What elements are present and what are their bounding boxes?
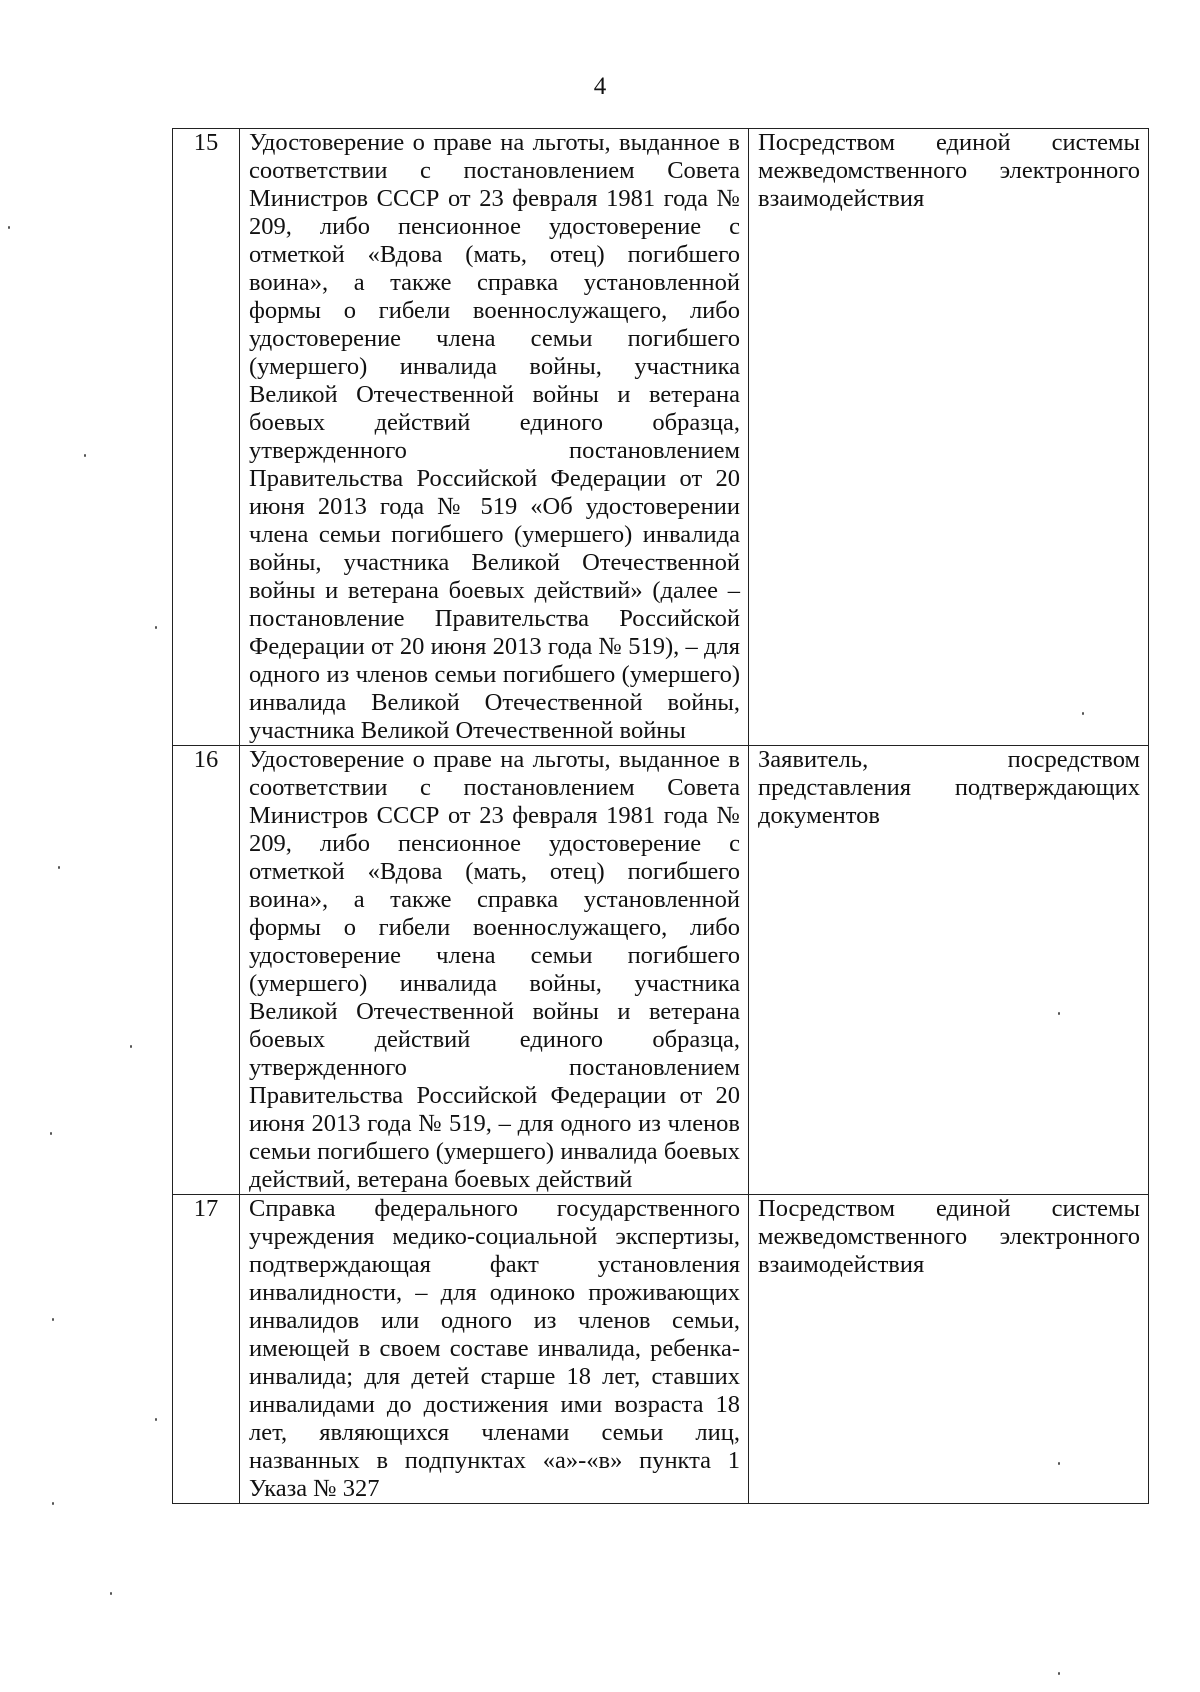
scan-speck [84,454,86,457]
document-text: Справка федерального государственного учреждения медико-социальной экспертизы, подтверждающая факт установления инвалидности, – для одиноко проживающих инвалидов или одного из членов семьи, имеющей в своем составе инвалида, ребенка-инвалида; для детей старше 18 лет, ставших инвалидами до достижения ими возраста 18 лет, являющихся членами семьи лиц, названных в подпунктах «а»-«в» пункта 1 Указа № 327 [249,1195,740,1502]
submission-method [749,746,1149,1195]
submission-method [749,1195,1149,1504]
scan-speck [1082,712,1084,715]
document-text: Удостоверение о праве на льготы, выданное в соответствии с постановлением Совета Министров СССР от 23 февраля 1981 года № 209, либо пенсионное удостоверение с отметкой «Вдова (мать, отец) погибшего воина», а также справка установленной формы о гибели военнослужащего, либо удостоверение члена семьи погибшего (умершего) инвалида войны, участника Великой Отечественной войны и ветерана боевых действий единого образца, утвержденного постановлением Правительства Российской Федерации от 20 июня 2013 года № 519, – для одного из членов семьи погибшего (умершего) инвалида боевых действий, ветерана боевых действий [249,746,740,1193]
page-number: 4 [593,73,607,100]
row-number: 15 [173,129,240,746]
scan-speck [155,1418,157,1421]
scan-speck [50,1132,52,1135]
submission-method [749,129,1149,746]
scan-speck [52,1502,54,1505]
method-text: Заявитель, посредством представления подтверждающих документов [758,746,1140,829]
table-row [173,129,1149,746]
scan-speck [1058,1672,1060,1675]
table-row [173,746,1149,1195]
scan-speck [130,1045,132,1048]
document-text: Удостоверение о праве на льготы, выданное в соответствии с постановлением Совета Министров СССР от 23 февраля 1981 года № 209, либо пенсионное удостоверение с отметкой «Вдова (мать, отец) погибшего воина», а также справка установленной формы о гибели военнослужащего, либо удостоверение члена семьи погибшего (умершего) инвалида войны, участника Великой Отечественной войны и ветерана боевых действий единого образца, утвержденного постановлением Правительства Российской Федерации от 20 июня 2013 года № 519 «Об удостоверении члена семьи погибшего (умершего) инвалида войны, участника Великой Отечественной войны и ветерана боевых действий» (далее – постановление Правительства Российской Федерации от 20 июня 2013 года № 519), – для одного из членов семьи погибшего (умершего) инвалида Великой Отечественной войны, участника Великой Отечественной войны [249,129,740,744]
row-number: 17 [173,1195,240,1504]
row-number: 16 [173,746,240,1195]
method-text: Посредством единой системы межведомственного электронного взаимодействия [758,129,1140,212]
document-description [240,129,749,746]
scan-speck [155,626,157,629]
scan-speck [1058,1462,1060,1465]
document-description [240,1195,749,1504]
scan-speck [110,1592,112,1595]
scan-speck [52,1318,54,1321]
table-row [173,1195,1149,1504]
document-description [240,746,749,1195]
documents-table [172,128,1149,1504]
scan-speck [58,866,60,869]
scan-speck [8,226,10,229]
method-text: Посредством единой системы межведомственного электронного взаимодействия [758,1195,1140,1278]
scan-speck [1058,1012,1060,1015]
